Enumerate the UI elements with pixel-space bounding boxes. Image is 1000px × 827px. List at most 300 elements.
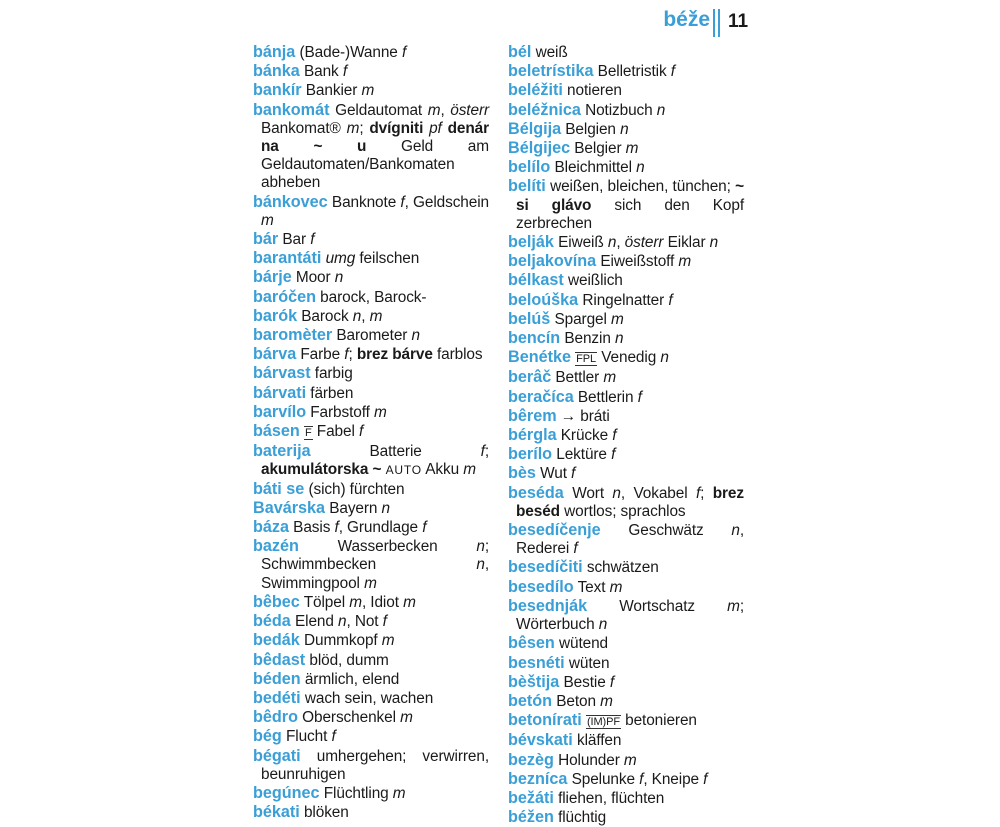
translation: Wort (563, 484, 613, 502)
grammar-label: m (427, 101, 441, 119)
dictionary-entry (508, 558, 744, 577)
grammar-label: f (637, 388, 642, 406)
dictionary-entry (253, 631, 489, 650)
dictionary-entry (508, 464, 744, 483)
dictionary-entry (253, 326, 489, 345)
grammar-label: m (381, 632, 395, 650)
headword: bazén (253, 537, 299, 556)
dictionary-entry (253, 537, 489, 593)
dictionary-entry (508, 388, 744, 407)
grammar-label: n (352, 307, 362, 325)
headword: Bélgijec (508, 139, 571, 158)
translation: wortlos; sprachlos (559, 502, 686, 520)
dictionary-entry (253, 708, 489, 727)
headword: baróčen (253, 287, 316, 306)
grammar-label: f (358, 423, 364, 441)
headword: bél (508, 43, 532, 61)
translation: , (361, 307, 370, 325)
grammar-label: m (373, 403, 387, 421)
dictionary-entry (508, 271, 744, 290)
dictionary-entry (508, 692, 744, 711)
dictionary-column-left (253, 43, 489, 822)
header-divider (713, 9, 715, 37)
translation: Wortschatz (587, 597, 728, 615)
headword: báza (253, 518, 289, 537)
dictionary-entry (508, 368, 744, 387)
headword: beljakovína (508, 252, 597, 271)
grammar-label: f (611, 446, 616, 464)
headword: beletrístika (508, 62, 594, 81)
running-head: béže (663, 8, 710, 31)
translation: weiß (531, 44, 568, 61)
dictionary-entry (508, 634, 744, 653)
translation: Text (573, 578, 610, 596)
dictionary-entry (508, 177, 744, 233)
dictionary-entry (508, 43, 744, 62)
phrase: dvígniti (369, 119, 424, 137)
headword: beračíca (508, 387, 574, 406)
translation: Elend (290, 613, 339, 631)
headword: bégati (253, 746, 301, 765)
dictionary-entry (508, 348, 744, 368)
headword: bévskati (508, 731, 573, 750)
grammar-label: m (603, 369, 617, 387)
translation: Flüchtling (319, 784, 393, 802)
translation: Barock (297, 307, 353, 325)
translation: Bar (278, 231, 311, 249)
headword: barók (253, 306, 298, 325)
dictionary-entry (508, 789, 744, 808)
headword: bedák (253, 631, 300, 650)
dictionary-entry (253, 803, 489, 822)
dictionary-entry (253, 480, 489, 499)
translation: Eiklar (663, 234, 710, 252)
grammar-label: f (668, 291, 673, 309)
translation: Barometer (332, 327, 412, 345)
dictionary-entry (508, 62, 744, 81)
phrase: akumulátorska ~ (261, 461, 382, 479)
translation: Oberschenkel (297, 709, 401, 727)
dictionary-entry (253, 442, 489, 479)
grammar-label: n (338, 613, 347, 631)
grammar-label: f (639, 770, 644, 788)
translation: Tölpel (299, 593, 350, 611)
dictionary-entry (508, 101, 744, 120)
headword: bankomát (253, 100, 330, 119)
translation: Bankier (301, 82, 362, 100)
translation: , Swimmingpool (261, 556, 489, 592)
translation: Bank (299, 63, 343, 81)
translation: Bleichmittel (550, 159, 637, 177)
headword: bezèg (508, 750, 554, 769)
dictionary-entry (253, 593, 489, 612)
translation: Wasserbecken (298, 538, 477, 556)
headword: bêsen (508, 634, 555, 653)
headword: bêdro (253, 708, 298, 727)
grammar-label: f (310, 231, 315, 249)
grammar-label: m (678, 253, 692, 271)
grammar-label: n (476, 538, 485, 556)
translation: ; (484, 443, 489, 461)
grammar-label: f (342, 63, 348, 81)
dictionary-entry (253, 249, 489, 268)
headword: bánka (253, 62, 300, 81)
translation: Beton (552, 692, 601, 710)
translation: , Vokabel (620, 484, 696, 502)
grammar-label: umg (325, 250, 356, 268)
dictionary-entry (508, 139, 744, 158)
grammar-label: n (731, 522, 740, 540)
translation: , Not (346, 613, 383, 631)
grammar-label: österr (450, 101, 489, 119)
grammar-label: m (364, 574, 377, 592)
translation: färben (306, 384, 354, 402)
grammar-label: n (660, 349, 669, 367)
headword: bêdast (253, 650, 306, 669)
translation: weißlich (563, 272, 623, 290)
translation: Ringelnatter (578, 291, 669, 309)
phrase: denár na ~ u (261, 119, 489, 156)
grammar-label: f (331, 728, 336, 746)
translation: feilschen (355, 250, 420, 268)
headword: Bavárska (253, 498, 326, 517)
translation: Farbstoff (306, 403, 374, 421)
translation: weißen, bleichen, tünchen; (545, 178, 736, 196)
translation: ; Schwimmbecken (261, 538, 489, 574)
grammar-label: n (614, 330, 624, 348)
dictionary-entry (253, 651, 489, 670)
grammar-label: n (476, 556, 485, 574)
translation: Notizbuch (580, 101, 657, 119)
dictionary-entry (253, 403, 489, 422)
dictionary-entry (253, 81, 489, 100)
grammar-label: m (369, 307, 383, 325)
translation: fliehen, flüchten (553, 789, 665, 807)
headword: barantáti (253, 249, 322, 268)
translation: Eiweiß (553, 234, 608, 252)
translation: Belletristik (593, 63, 671, 81)
dictionary-entry (508, 291, 744, 310)
headword: béden (253, 669, 301, 688)
grammar-label: n (411, 327, 420, 345)
dictionary-entry (508, 445, 744, 464)
dictionary-entry (253, 288, 489, 307)
dictionary-column-right (508, 43, 744, 827)
translation: (Bade-)Wanne (295, 44, 402, 61)
grammar-label: m (346, 119, 360, 137)
translation: Bayern (325, 499, 382, 517)
grammar-label: f (695, 484, 701, 502)
translation: Geschwätz (600, 522, 732, 540)
translation: , Geldschein (404, 193, 489, 211)
dictionary-entry (508, 233, 744, 252)
translation: ; Wörterbuch (516, 597, 744, 634)
dictionary-entry (508, 521, 744, 558)
grammar-label: m (361, 82, 375, 100)
headword: Benétke (508, 348, 571, 367)
header-divider-2 (718, 9, 720, 37)
dictionary-entry (253, 307, 489, 326)
translation: Belgier (570, 140, 626, 158)
dictionary-entry (253, 101, 489, 193)
translation: (sich) fürchten (304, 480, 405, 498)
headword: belják (508, 233, 554, 252)
headword: bežáti (508, 788, 554, 807)
dictionary-entry (253, 364, 489, 383)
grammar-label: m (610, 310, 624, 328)
headword: bès (508, 464, 536, 483)
headword: besedílo (508, 577, 574, 596)
dictionary-entry (508, 158, 744, 177)
dictionary-entry (253, 499, 489, 518)
dictionary-entry (508, 597, 744, 634)
dictionary-entry (253, 612, 489, 631)
headword: bánja (253, 43, 296, 61)
dictionary-entry (253, 670, 489, 689)
dictionary-entry (508, 731, 744, 750)
grammar-label: f (573, 540, 578, 558)
headword: bég (253, 727, 282, 746)
translation: Bettlerin (573, 388, 638, 406)
dictionary-entry (253, 345, 489, 364)
headword: bezníca (508, 769, 568, 788)
translation: , Grundlage (338, 519, 423, 537)
headword: bêbec (253, 592, 300, 611)
grammar-label: m (727, 597, 740, 615)
dictionary-entry (508, 654, 744, 673)
grammar-label: n (636, 159, 645, 177)
translation: Akku (421, 461, 464, 479)
translation: , (616, 234, 625, 252)
grammar-label: f (400, 193, 405, 211)
grammar-label: m (609, 578, 623, 596)
translation: Basis (289, 519, 335, 537)
grammar-label: n (656, 101, 666, 119)
grammar-label: f (401, 44, 407, 61)
grammar-label: m (600, 692, 613, 710)
grammar-label: n (607, 234, 617, 252)
translation: Spelunke (567, 770, 640, 788)
dictionary-entry (508, 252, 744, 271)
translation: Bettler (551, 369, 604, 387)
translation: umhergehen; verwirren, beunruhigen (261, 747, 489, 783)
headword: barvílo (253, 402, 307, 421)
inflection-label: FPL (576, 353, 597, 366)
headword: betón (508, 691, 553, 710)
translation: Geldautomat (329, 101, 428, 119)
dictionary-entry (253, 193, 489, 230)
phrase: brez beséd (516, 484, 744, 520)
translation: farblos (432, 346, 483, 364)
dictionary-entry (253, 268, 489, 287)
dictionary-entry (508, 578, 744, 597)
dictionary-entry (253, 784, 489, 803)
headword: besedíčenje (508, 521, 601, 540)
dictionary-entry (508, 808, 744, 827)
grammar-label: f (571, 465, 576, 483)
translation: , Idiot (361, 593, 404, 611)
grammar-label: m (403, 593, 416, 611)
headword: bárva (253, 345, 297, 364)
grammar-label: f (422, 519, 427, 537)
headword: bárje (253, 268, 292, 287)
grammar-label: m (400, 709, 413, 727)
headword: belílo (508, 158, 551, 177)
dictionary-entry (253, 230, 489, 249)
translation: blöken (299, 804, 349, 822)
grammar-label: n (334, 269, 344, 287)
grammar-label: österr (624, 234, 664, 252)
translation: ; (700, 484, 713, 502)
headword: belíti (508, 177, 546, 196)
grammar-label: f (382, 613, 387, 631)
translation: barock, Barock- (315, 288, 427, 306)
grammar-label: n (620, 120, 629, 138)
grammar-label: m (623, 751, 637, 769)
translation: → bráti (556, 407, 610, 425)
translation: Batterie (310, 443, 481, 461)
grammar-label: n (598, 616, 608, 634)
inflection-label: (IM)PF (586, 716, 620, 729)
dictionary-entry (508, 484, 744, 521)
page-number: 11 (728, 11, 749, 32)
headword: bánkovec (253, 192, 328, 211)
translation: kläffen (572, 732, 622, 750)
dictionary-entry (508, 329, 744, 348)
phrase: brez bárve (356, 346, 433, 364)
translation: Banknote (327, 193, 401, 211)
headword: bélkast (508, 271, 564, 290)
dictionary-entry (253, 689, 489, 708)
translation: ; (359, 119, 370, 137)
page-header (0, 4, 1000, 38)
grammar-label: f (334, 519, 339, 537)
grammar-label: f (480, 443, 485, 461)
grammar-label: m (392, 784, 406, 802)
headword: bedéti (253, 688, 301, 707)
dictionary-entry (508, 751, 744, 770)
headword: berâč (508, 368, 552, 387)
translation: Geld am Geldautomaten/Bankomaten abheben (261, 138, 489, 192)
translation: sich den Kopf zerbrechen (516, 196, 745, 232)
grammar-label: f (609, 673, 615, 691)
domain-label: AUTO (385, 463, 422, 478)
dictionary-entry (253, 384, 489, 403)
translation: Eiweißstoff (596, 253, 679, 271)
headword: baromèter (253, 326, 333, 345)
grammar-label: n (612, 484, 621, 502)
grammar-label: n (381, 499, 391, 517)
translation: blöd, dumm (305, 651, 389, 669)
translation: betonieren (620, 712, 697, 730)
headword: Bélgija (508, 119, 562, 138)
headword: báti se (253, 479, 305, 498)
headword: baterija (253, 442, 311, 461)
headword: belúš (508, 309, 551, 328)
headword: béžen (508, 808, 554, 827)
grammar-label: m (625, 140, 639, 158)
translation: Wut (535, 465, 572, 483)
translation: Krücke (556, 427, 613, 445)
translation: notieren (562, 82, 622, 100)
translation: Benzin (560, 330, 615, 348)
dictionary-entry (508, 711, 744, 731)
headword: bár (253, 230, 279, 249)
translation: Fabel (312, 423, 359, 441)
translation: ; (348, 346, 357, 364)
dictionary-entry (253, 747, 489, 784)
dictionary-entry (508, 407, 744, 426)
headword: betonírati (508, 711, 582, 730)
headword: berílo (508, 445, 553, 464)
translation: Belgien (561, 120, 621, 138)
grammar-label: m (463, 461, 476, 479)
translation: Lektüre (552, 446, 612, 464)
dictionary-entry (253, 727, 489, 746)
translation: Flucht (281, 728, 332, 746)
grammar-label: n (709, 234, 719, 252)
translation: , Rederei (516, 522, 744, 558)
translation: Venedig (597, 349, 661, 367)
translation: Farbe (296, 346, 345, 364)
dictionary-entry (508, 120, 744, 139)
headword: bárvast (253, 364, 311, 383)
headword: besednják (508, 596, 588, 615)
translation: wütend (554, 635, 609, 653)
dictionary-entry (253, 43, 489, 62)
translation: , Kneipe (643, 770, 704, 788)
dictionary-entry (253, 518, 489, 537)
headword: bérgla (508, 426, 557, 445)
headword: bèštija (508, 672, 560, 691)
dictionary-entry (508, 673, 744, 692)
grammar-label: m (349, 593, 362, 611)
headword: besedíčiti (508, 558, 583, 577)
headword: beloúška (508, 290, 579, 309)
translation: farbig (310, 365, 353, 383)
grammar-label: f (612, 427, 617, 445)
translation: wach sein, wachen (300, 689, 434, 707)
grammar-label: f (344, 346, 349, 364)
headword: bankír (253, 81, 302, 100)
dictionary-entry (253, 422, 489, 442)
translation: wüten (564, 654, 610, 672)
translation: schwätzen (582, 559, 659, 577)
headword: béda (253, 612, 291, 631)
dictionary-entry (508, 426, 744, 445)
dictionary-entry (508, 81, 744, 100)
phrase: ~ si glávo (516, 178, 744, 214)
headword: bencín (508, 329, 561, 348)
headword: begúnec (253, 783, 320, 802)
headword: bêrem (508, 406, 557, 425)
translation: Spargel (550, 310, 611, 328)
translation: Holunder (553, 751, 624, 769)
headword: beléžiti (508, 81, 563, 100)
translation: flüchtig (553, 809, 607, 827)
dictionary-entry (508, 770, 744, 789)
grammar-label: m (261, 211, 274, 229)
headword: békati (253, 803, 300, 822)
grammar-label: f (703, 770, 708, 788)
headword: beléžnica (508, 100, 581, 119)
dictionary-entry (508, 310, 744, 329)
translation: , (440, 101, 451, 119)
dictionary-entry (253, 62, 489, 81)
translation: Moor (291, 269, 335, 287)
headword: besnéti (508, 653, 565, 672)
grammar-label: pf (429, 119, 442, 137)
